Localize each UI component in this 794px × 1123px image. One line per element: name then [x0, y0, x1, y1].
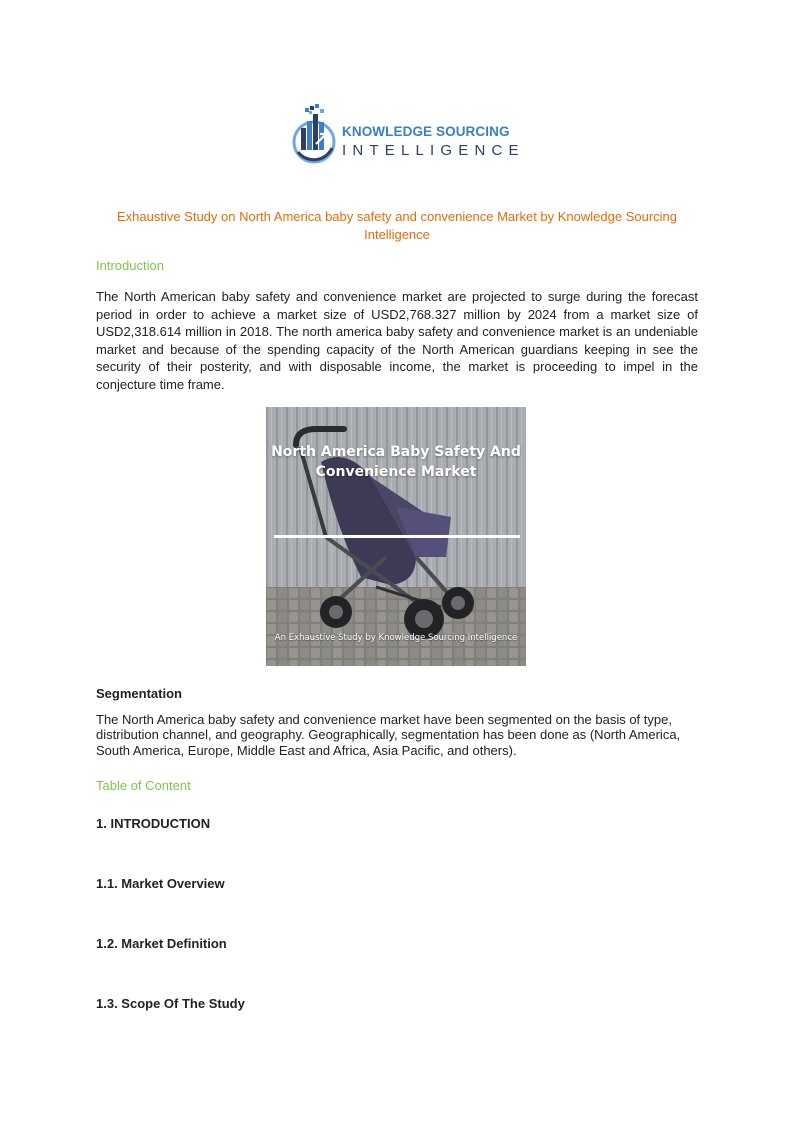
- cover-image-caption: An Exhaustive Study by Knowledge Sourcing Intelligence: [274, 633, 518, 643]
- logo-text-intelligence: INTELLIGENCE: [342, 142, 525, 159]
- introduction-heading: Introduction: [96, 258, 164, 273]
- segmentation-heading: Segmentation: [96, 686, 182, 701]
- cover-image-divider: [274, 535, 520, 538]
- stroller-cover-image: [266, 407, 526, 666]
- introduction-paragraph: The North American baby safety and convenience market are projected to surge during the forecast period in order to achieve a market size of USD2,768.327 million by 2024 from a market size of USD2,318.614 million in 2018. The north america baby safety and convenience market is an undeniable market and because of the spending capacity of the North American guardians keeping in see the security of their posterity, and with disposable income, the market is proceeding to impel in the conjecture time frame.: [96, 289, 698, 392]
- segmentation-paragraph: The North America baby safety and convenience market have been segmented on the basis of type, distribution channel, and geography. Geographically, segmentation has been done as (North America, South America, Europe, Middle East and Africa, Asia Pacific, and others).: [96, 712, 681, 758]
- logo-emblem-icon: [290, 104, 342, 168]
- toc-item-scope-of-study: 1.3. Scope Of The Study: [96, 996, 245, 1011]
- document-title: Exhaustive Study on North America baby safety and convenience Market by Knowledge Sourcing Intelligence: [116, 209, 678, 242]
- toc-item-introduction: 1. INTRODUCTION: [96, 816, 211, 831]
- toc-item-market-overview: 1.1. Market Overview: [96, 876, 225, 891]
- toc-heading: Table of Content: [96, 778, 191, 793]
- company-logo: [290, 104, 525, 168]
- cover-image-title: North America Baby Safety And Convenience Market: [271, 444, 521, 480]
- toc-item-market-definition: 1.2. Market Definition: [96, 936, 227, 951]
- logo-text-knowledge-sourcing: KNOWLEDGE SOURCING: [342, 124, 510, 139]
